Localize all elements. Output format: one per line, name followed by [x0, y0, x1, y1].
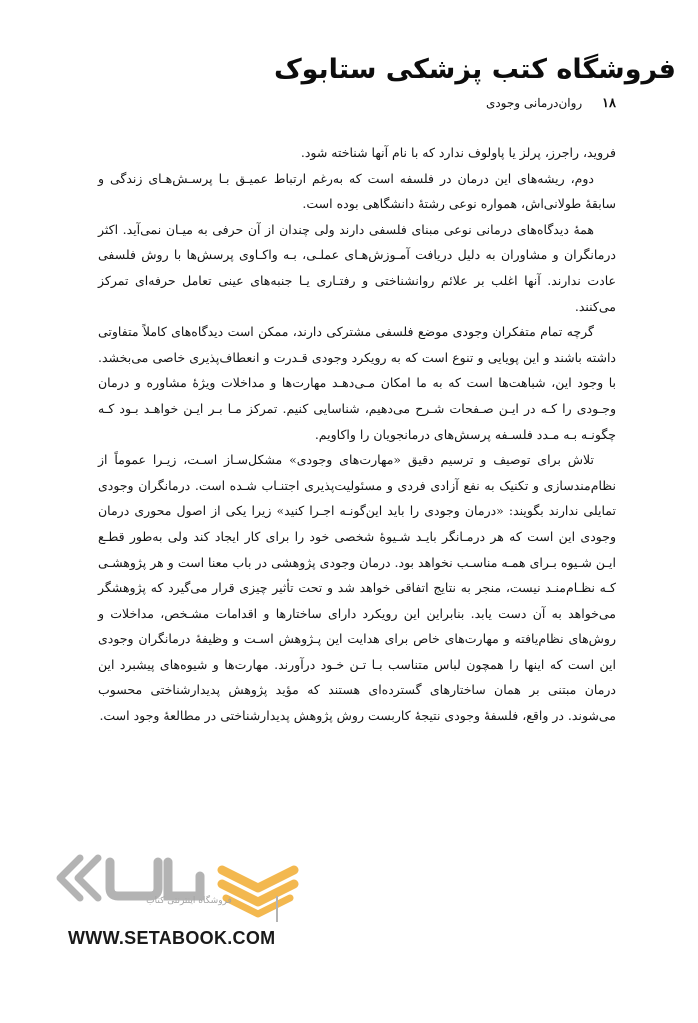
paragraph-4: گرچه تمام متفکران وجودی موضع فلسفی مشترکی دارند، ممکن است دیدگاه‌های کاملاً متفاوتی داشته باشند و این پویایی و تنوع است که به رویکرد وجودی قـدرت و انعطاف‌پذیری خاصی می‌بخشد. با وجود این، شباهت‌ها است که به ما امکان مـی‌دهـد مهارت‌ها و مداخلات ویژهٔ مشاوره و درمان وجـودی را کـه در ایـن صـفحات شـرح می‌دهیم، شناسایی کنیم. تمرکز مـا بـر ایـن خواهـد بـود کـه چگونـه بـه مـدد فلسـفه پرسش‌های درمانجویان را واکاویم. [98, 324, 616, 442]
paragraph-5: تلاش برای توصیف و ترسیم دقیق «مهارت‌های وجودی» مشکل‌سـاز اسـت، زیـرا عموماً از نظام‌مندسازی و تکنیک به نفع آزادی فردی و مسئولیت‌پذیری اجتنـاب شـده است. درمانگران وجودی تمایلی ندارند بگویند: «درمان وجودی را باید این‌گونـه اجـرا کنید» زیرا یکی از اصول محوری درمان وجودی این است که هر درمـانگر بایـد شـیوهٔ شخصی خود را برای کار ایجاد کند ولی به‌طور قطـع ایـن شـیوه بـرای همـه مناسـب نخواهد بود. درمان وجودی پژوهشی در باب معنا است و هر پژوهشـی کـه نظـام‌منـد نیست، منجر به نتایج اتفاقی خواهد شد و تحت تأثیر چیزی قرار می‌گیرد که پژوهشگر می‌خواهد به آن دست یابد. بنابراین این رویکرد دارای ساختارها و اقدامات مشـخص، مداخلات و روش‌های نظام‌یافته و مهارت‌های خاص برای هدایت این پـژوهش اسـت و وظیفهٔ درمانگران وجودی این است که اینها را همچون لباس متناسب بـا تـن خـود درآورند. مهارت‌ها و شیوه‌های پیشبرد این درمان مبتنی بر همان ساختارهای گسترده‌ای هستند که مؤید پژوهش پدیدارشناختی محسوب می‌شوند. در واقع، فلسفهٔ وجودی نتیجهٔ کاربست روش پژوهش پدیدارشناختی در مطالعهٔ وجود است. [98, 452, 616, 724]
watermark-tagline: فروشگاه اینترنتی کتاب [146, 896, 232, 906]
footer-url[interactable]: WWW.SETABOOK.COM [68, 928, 276, 948]
paragraph-1: فروید، راجرز، پرلز یا پاولوف ندارد که با نام آنها شناخته شود. [300, 145, 616, 160]
book-title: روان‌درمانی وجودی [485, 96, 583, 110]
page-number: ۱۸ [602, 96, 616, 111]
paragraph-3: همهٔ دیدگاه‌های درمانی نوعی مبنای فلسفی دارند ولی چندان از آن حرفی به میـان نمی‌آید. اکثر درمانگران و مشاوران به دلیل دریافت آمـوزش‌هـای عملـی، بـه واکـاوی پرسش‌ها با روش فلسفی عادت ندارند. آنها اغلب بر علائم روانشناختی و رفتـاری یـا جنبه‌های عینی تعامل حرفه‌ای تمرکز می‌کنند. [98, 221, 616, 314]
running-head [76, 94, 616, 113]
body-text [98, 140, 616, 729]
store-title: فروشگاه کتب پزشکی ستابوک [273, 54, 676, 85]
setabook-logo-icon [50, 848, 370, 928]
paragraph-2: دوم، ریشه‌های این درمان در فلسفه است که به‌رغم ارتباط عمیـق بـا پرسـش‌هـای زندگی و سابقهٔ طولانی‌اش، همواره نوعی رشتهٔ دانشگاهی بوده است. [98, 170, 616, 212]
